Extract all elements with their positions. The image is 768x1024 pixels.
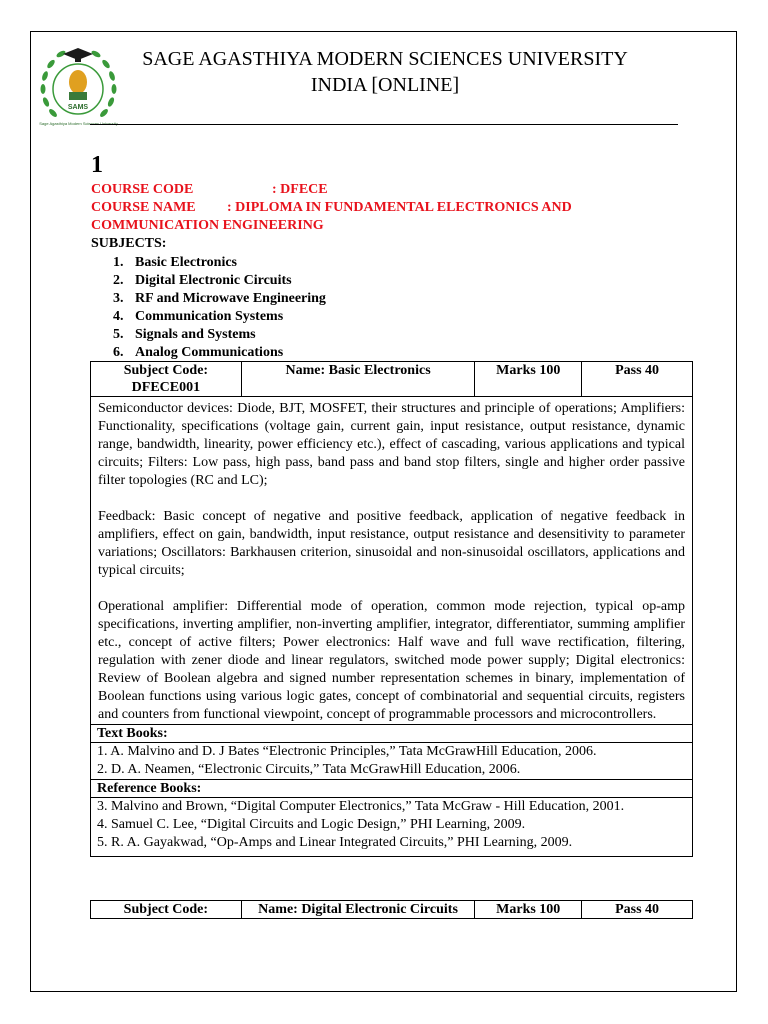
- text-books-heading-row: [91, 725, 693, 743]
- book-entry: 3. Malvino and Brown, “Digital Computer Electronics,” Tata McGraw - Hill Education, 2001.: [97, 799, 625, 814]
- subjects-list: [113, 254, 326, 362]
- logo-caption: Sage Agasthiya Modern Sciences University: [39, 121, 118, 126]
- book-entry: 4. Samuel C. Lee, “Digital Circuits and Logic Design,” PHI Learning, 2009.: [97, 817, 526, 832]
- subject-name-cell: Name: Digital Electronic Circuits: [241, 901, 475, 919]
- section-number: 1: [91, 152, 103, 178]
- marks-cell: Marks 100: [475, 901, 582, 919]
- course-code-row: [91, 181, 691, 199]
- course-name-label: COURSE NAME: [91, 200, 196, 215]
- reference-books-heading: Reference Books:: [91, 780, 693, 798]
- subject-table-digital-electronic-circuits: [90, 900, 693, 919]
- book-entry: 5. R. A. Gayakwad, “Op-Amps and Linear Integrated Circuits,” PHI Learning, 2009.: [97, 835, 573, 850]
- university-title: [90, 46, 680, 98]
- marks-cell: Marks 100: [475, 362, 582, 397]
- pass-cell: Pass 40: [582, 362, 693, 397]
- course-code-value: : DFECE: [272, 182, 328, 197]
- text-books-heading: Text Books:: [91, 725, 693, 743]
- subject-code-value: DFECE001: [131, 380, 201, 395]
- table-header-row: [91, 901, 693, 919]
- course-code-label: COURSE CODE: [91, 182, 194, 197]
- subject-item: 5. Signals and Systems: [113, 327, 256, 342]
- syllabus-paragraph: Feedback: Basic concept of negative and positive feedback, application of negative feedback in amplifiers, effect on gain, bandwidth, input resistance, output resistance and desensitivity to parameter variations; Oscillators: Barkhausen criterion, sinusoidal and non-sinusoidal oscillators, applications and typical circuits;: [98, 509, 685, 578]
- subject-table-basic-electronics: [90, 361, 693, 857]
- logo-text: SAMS: [67, 104, 89, 111]
- subject-item: 1. Basic Electronics: [113, 255, 238, 270]
- text-books-list: [91, 743, 693, 780]
- course-name-row: [91, 199, 691, 217]
- course-name-value: : DIPLOMA IN FUNDAMENTAL ELECTRONICS AND: [227, 200, 572, 215]
- course-name-value-continued: COMMUNICATION ENGINEERING: [91, 218, 324, 233]
- reference-books-row: [91, 798, 693, 857]
- subject-item: 6. Analog Communications: [113, 345, 284, 360]
- table-header-row: [91, 362, 693, 397]
- subject-item: 3. RF and Microwave Engineering: [113, 291, 326, 306]
- syllabus-paragraph: Semiconductor devices: Diode, BJT, MOSFET, their structures and principle of operations; Amplifiers: Functionality, specifications (voltage gain, current gain, input resistance, output resistance, dynamic range, bandwidth, linearity, power efficiency etc.), effect of cascading, various applications and typical circuits; Filters: Low pass, high pass, band pass and band stop filters, single and higher order passive filter topologies (RC and LC);: [98, 401, 685, 488]
- subject-name-cell: Name: Basic Electronics: [241, 362, 475, 397]
- subject-code-cell: Subject Code:: [91, 901, 242, 919]
- subject-item: 4. Communication Systems: [113, 309, 284, 324]
- reference-books-list: [91, 798, 693, 857]
- text-books-row: [91, 743, 693, 780]
- header-rule: [90, 124, 678, 125]
- book-entry: 1. A. Malvino and D. J Bates “Electronic Principles,” Tata McGrawHill Education, 2006.: [97, 744, 597, 759]
- pass-cell: Pass 40: [582, 901, 693, 919]
- book-entry: 2. D. A. Neamen, “Electronic Circuits,” Tata McGrawHill Education, 2006.: [97, 762, 521, 777]
- syllabus-content: [91, 397, 693, 725]
- subjects-heading: SUBJECTS:: [91, 236, 167, 251]
- subject-code-cell: Subject Code: DFECE001: [91, 362, 242, 397]
- subject-item: 2. Digital Electronic Circuits: [113, 273, 292, 288]
- syllabus-paragraph: Operational amplifier: Differential mode of operation, common mode rejection, typical op-amp specifications, inverting amplifier, non-inverting amplifier, integrator, differentiator, summing amplifier etc., concept of active filters; Power electronics: Half wave and full wave rectification, filtering, regulation with zener diode and linear regulators, switched mode power supply; Digital electronics: Review of Boolean algebra and signed number representation schemes in binary, implementation of Boolean functions using various logic gates, concept of combinatorial and sequential circuits, registers and counters from functional viewpoint, concept of programmable processors and microcontrollers.: [98, 599, 685, 722]
- syllabus-row: [91, 397, 693, 725]
- reference-books-heading-row: [91, 780, 693, 798]
- university-title-line1: SAGE AGASTHIYA MODERN SCIENCES UNIVERSITY: [142, 48, 628, 70]
- university-title-line2: INDIA [ONLINE]: [310, 74, 460, 96]
